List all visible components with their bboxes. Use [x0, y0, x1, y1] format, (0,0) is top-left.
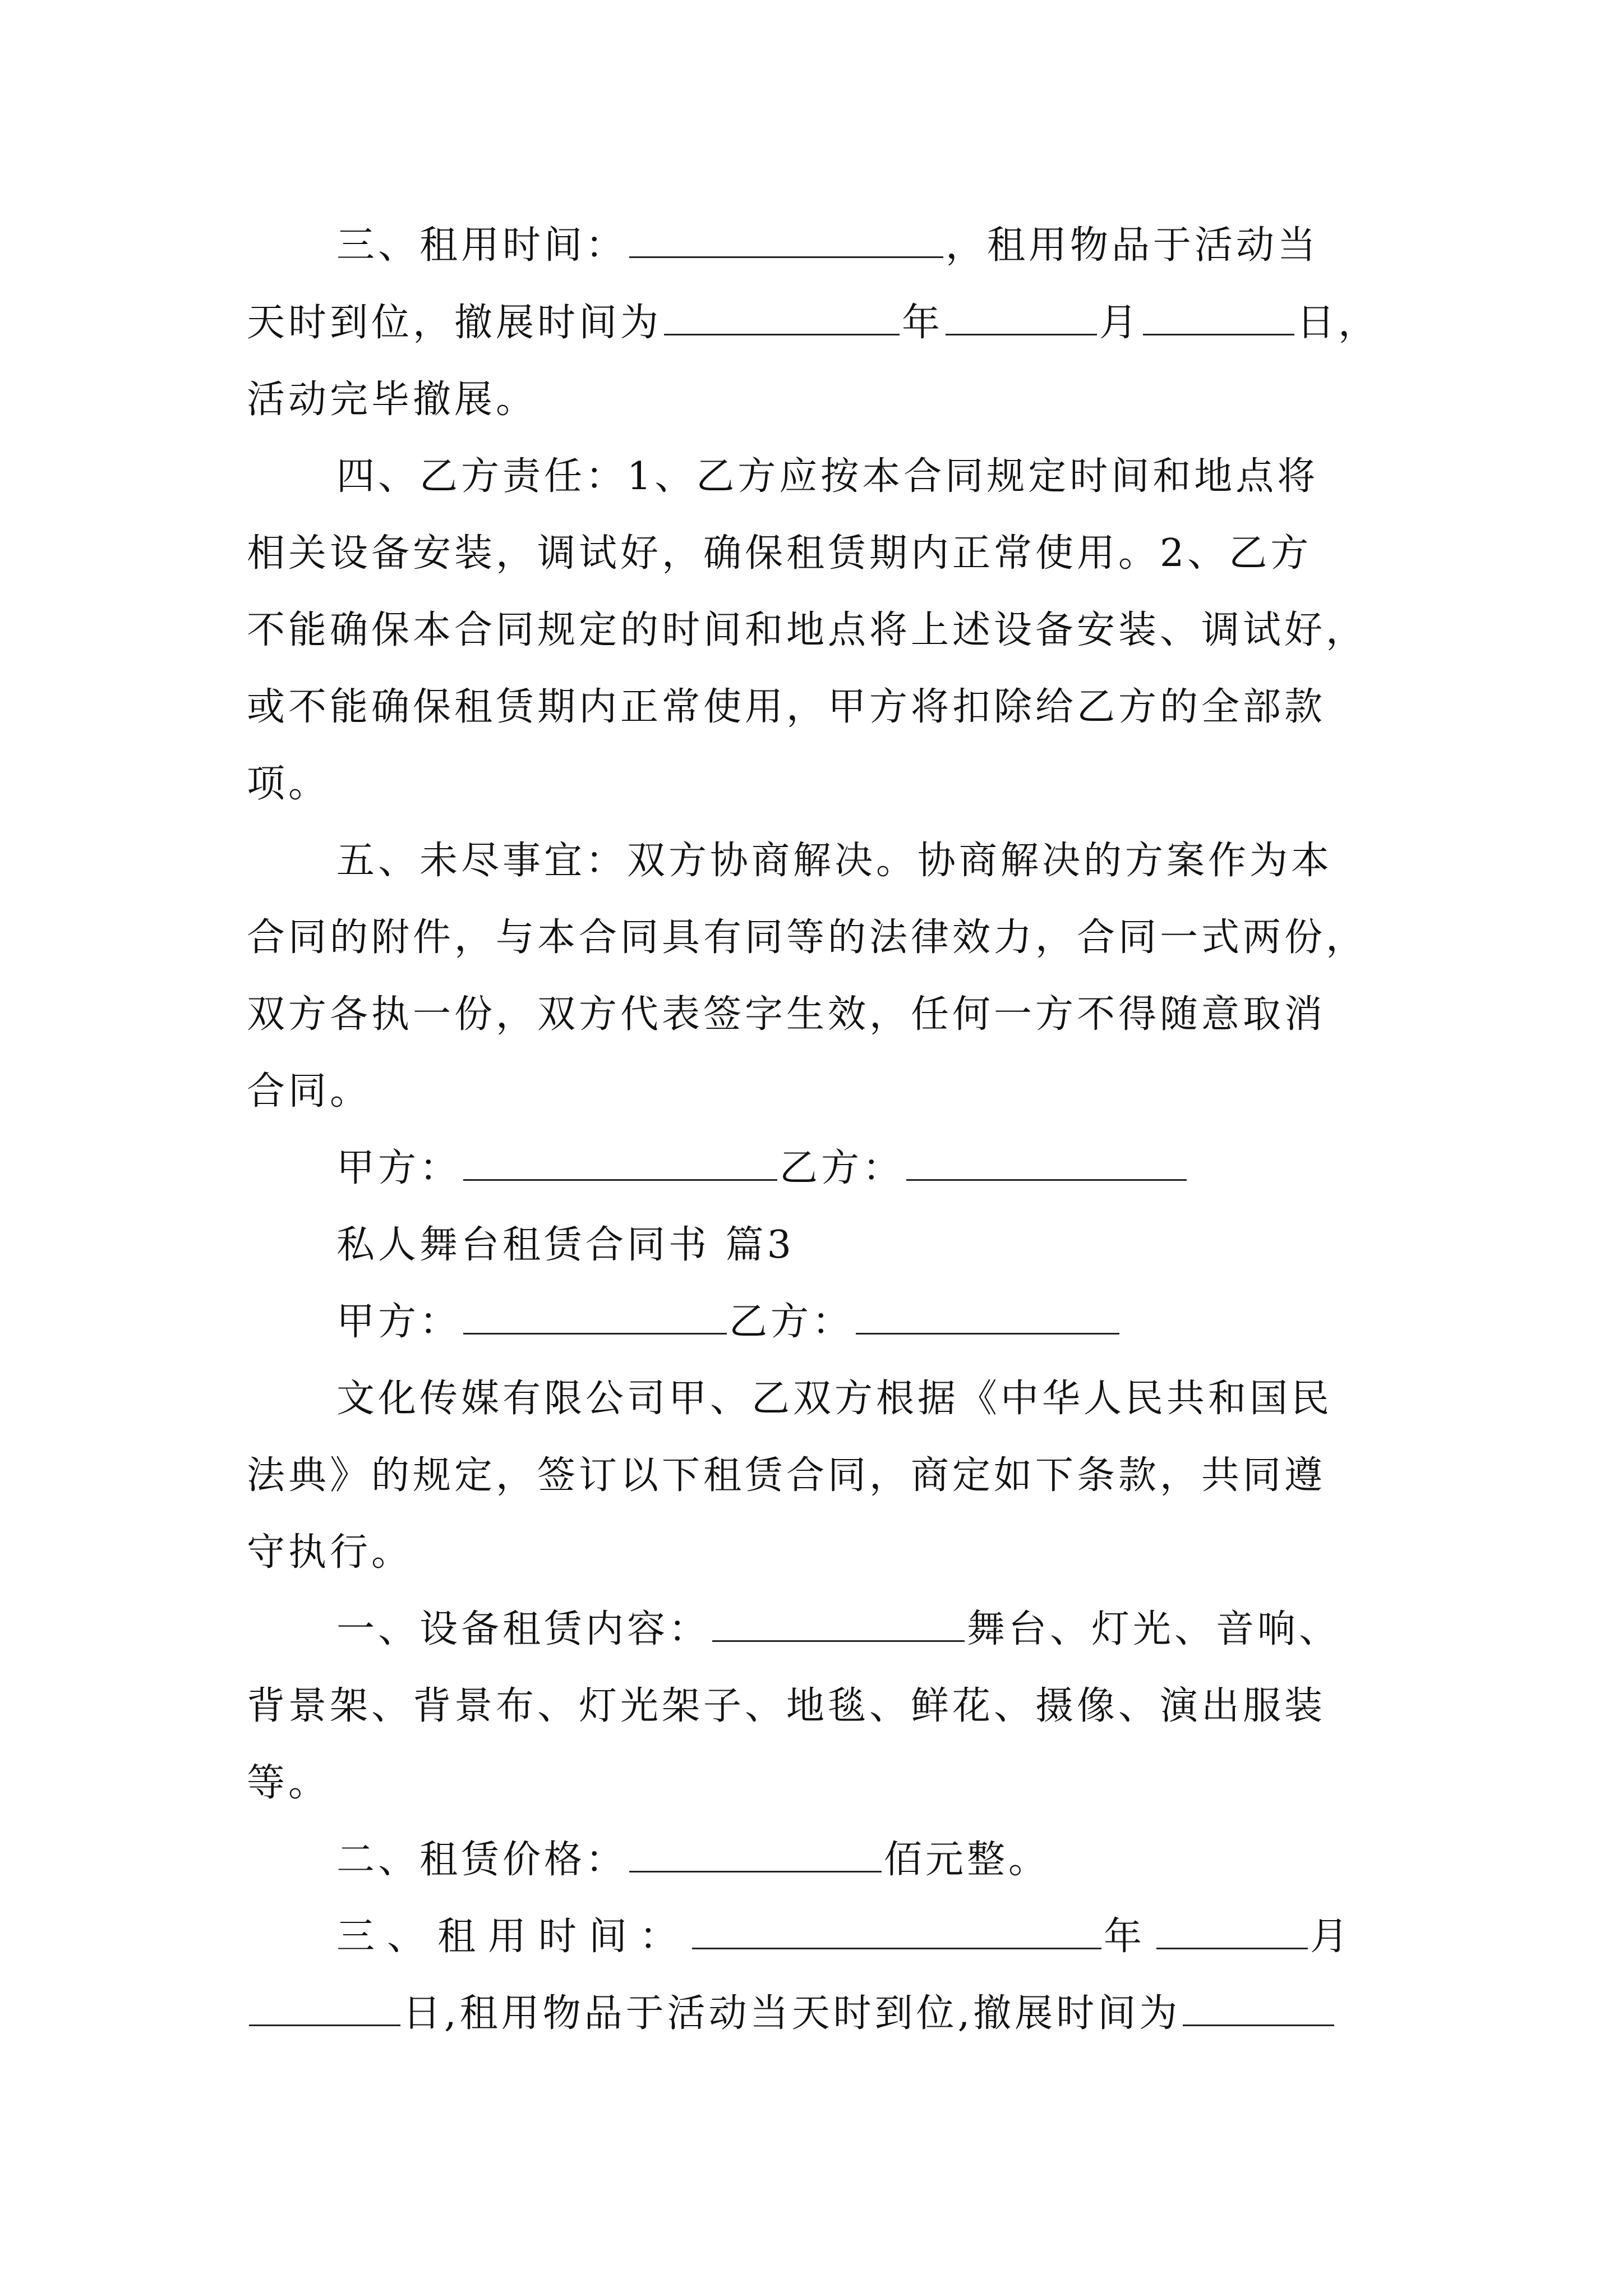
paragraph-line — [336, 1590, 1340, 1669]
text-span: ，租用物品于活动当 — [946, 223, 1320, 268]
paragraph-line — [247, 1975, 1336, 2053]
fill-in-blank — [664, 302, 900, 335]
text-span: 年 — [902, 301, 944, 345]
text-span: 舞台、灯光、音响、 — [967, 1607, 1341, 1651]
text-span: 三、租用时间： — [336, 223, 628, 268]
text-span: 月 — [1099, 301, 1141, 345]
text-span: 三、租用时间： — [336, 1915, 690, 1959]
fill-in-blank — [629, 1839, 882, 1872]
paragraph-line: 合同。 — [247, 1069, 372, 1114]
fill-in-blank — [629, 225, 943, 258]
paragraph-line: 双方各执一份，双方代表签字生效，任何一方不得随意取消 — [247, 992, 1326, 1037]
text-span: 佰元整。 — [884, 1838, 1050, 1882]
party-a-label: 甲方： — [336, 1146, 462, 1190]
paragraph-line: 相关设备安装，调试好，确保租赁期内正常使用。2、乙方 — [247, 531, 1312, 576]
fill-in-blank — [692, 1916, 1101, 1949]
paragraph-line: 背景架、背景布、灯光架子、地毯、鲜花、摄像、演出服装 — [247, 1684, 1326, 1728]
fill-in-blank — [1143, 302, 1294, 335]
paragraph-line: 四、乙方责任：1、乙方应按本合同规定时间和地点将 — [336, 454, 1319, 499]
party-b-label: 乙方： — [780, 1146, 905, 1190]
paragraph-line: 活动完毕撤展。 — [247, 378, 538, 422]
fill-in-blank — [712, 1609, 965, 1642]
paragraph-line: 项。 — [247, 762, 330, 806]
paragraph-line: 文化传媒有限公司甲、乙双方根据《中华人民共和国民 — [336, 1377, 1333, 1421]
fill-in-blank — [856, 1301, 1119, 1335]
paragraph-line — [336, 206, 1319, 285]
text-span: 一、设备租赁内容： — [336, 1607, 711, 1651]
text-span: 日， — [1297, 301, 1380, 345]
paragraph-line: 合同的附件，与本合同具有同等的法律效力，合同一式两份， — [247, 915, 1368, 960]
fill-in-blank — [906, 1148, 1187, 1181]
paragraph-line: 或不能确保租赁期内正常使用，甲方将扣除给乙方的全部款 — [247, 685, 1326, 729]
paragraph-line: 等。 — [247, 1761, 330, 1805]
signature-line — [336, 1283, 1122, 1361]
paragraph-line — [336, 1898, 1361, 1976]
fill-in-blank — [463, 1148, 777, 1181]
fill-in-blank — [463, 1301, 727, 1335]
paragraph-line — [247, 284, 1380, 362]
paragraph-line — [336, 1821, 1050, 1899]
fill-in-blank — [1183, 1993, 1334, 2026]
signature-line — [336, 1129, 1189, 1208]
party-a-label: 甲方： — [336, 1300, 462, 1344]
paragraph-line: 不能确保本合同规定的时间和地点将上述设备安装、调试好， — [247, 608, 1368, 652]
party-b-label: 乙方： — [729, 1300, 854, 1344]
fill-in-blank — [249, 1993, 400, 2026]
section-heading: 私人舞台租赁合同书 篇3 — [336, 1223, 795, 1267]
text-span: 月 — [1310, 1915, 1361, 1959]
text-span: 日,租用物品于活动当天时到位,撤展时间为 — [403, 1991, 1181, 2036]
text-span: 天时到位，撤展时间为 — [247, 301, 662, 345]
fill-in-blank — [1156, 1916, 1308, 1949]
paragraph-line: 守执行。 — [247, 1530, 413, 1575]
fill-in-blank — [946, 302, 1097, 335]
paragraph-line: 五、未尽事宜：双方协商解决。协商解决的方案作为本 — [336, 839, 1333, 883]
text-span: 二、租赁价格： — [336, 1838, 628, 1882]
text-span: 年 — [1104, 1915, 1155, 1959]
paragraph-line: 法典》的规定，签订以下租赁合同，商定如下条款，共同遵 — [247, 1453, 1326, 1498]
